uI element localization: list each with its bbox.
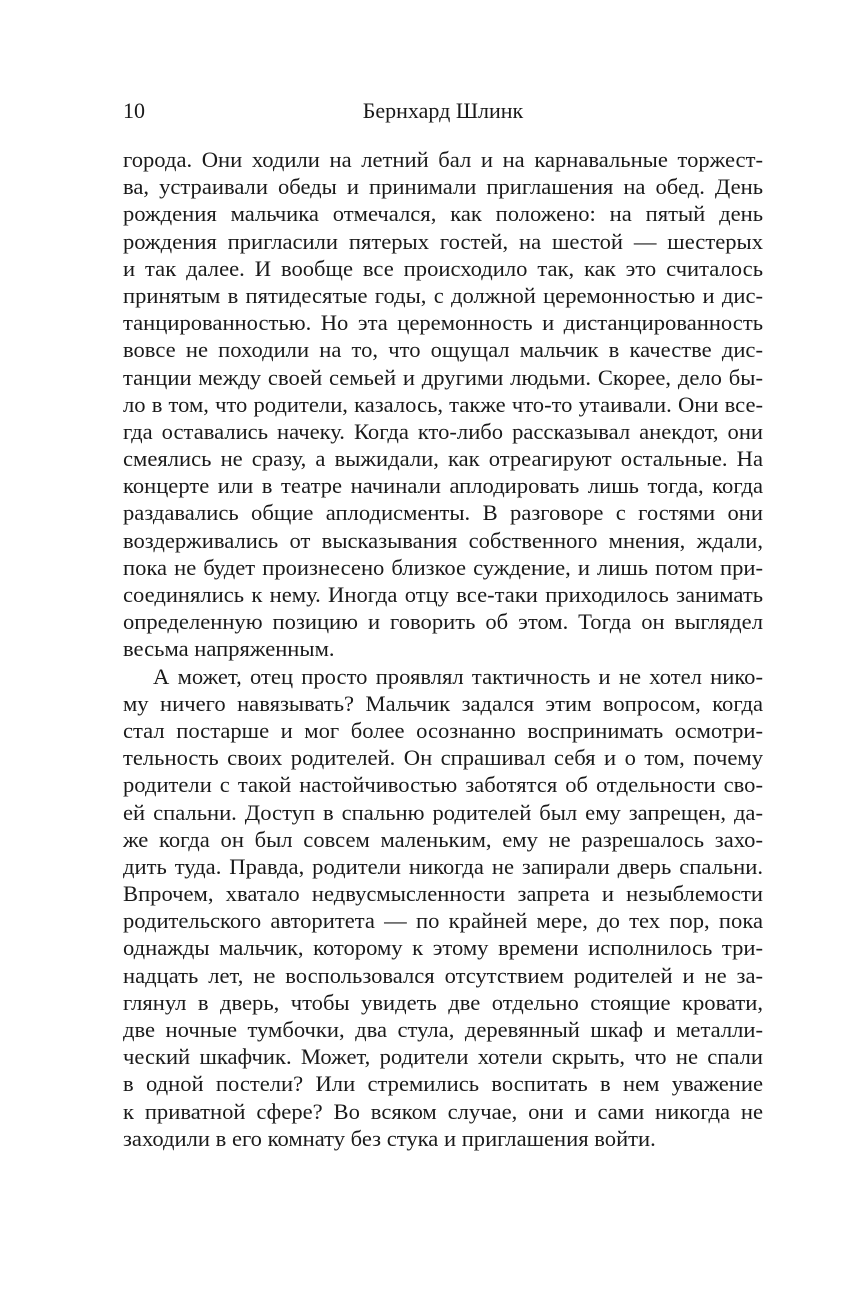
text-line: А может, отец просто проявлял тактичность и не хотел нико-: [153, 663, 763, 689]
text-line: му ничего навязывать? Мальчик задался этим вопросом, когда: [123, 690, 763, 716]
text-line: определенную позицию и говорить об этом. Тогда он выглядел: [123, 609, 763, 635]
text-line: концерте или в театре начинали аплодировать лишь тогда, когда: [123, 473, 763, 499]
text-line: раздавались общие аплодисменты. В разговоре с гостями они: [123, 500, 763, 526]
paragraph: [123, 146, 763, 663]
page-header: [123, 94, 763, 128]
text-line: родители с такой настойчивостью заботятся об отдельности сво-: [123, 772, 763, 798]
text-line: глянул в дверь, чтобы увидеть две отдельно стоящие кровати,: [123, 989, 763, 1015]
text-line: надцать лет, не воспользовался отсутствием родителей и не за-: [123, 962, 763, 988]
text-line: две ночные тумбочки, два стула, деревянный шкаф и металли-: [123, 1017, 763, 1042]
text-line: тельность своих родителей. Он спрашивал себя и о том, почему: [123, 745, 763, 771]
text-line: соединялись к нему. Иногда отцу все-таки приходилось занимать: [123, 582, 763, 607]
text-line: гда оставались начеку. Когда кто-либо рассказывал анекдот, они: [123, 418, 763, 444]
text-line: весьма напряженным.: [123, 636, 335, 662]
text-line: ческий шкафчик. Может, родители хотели скрыть, что не спали: [123, 1044, 763, 1070]
text-line: танцированностью. Но эта церемонность и дистанцированность: [123, 310, 763, 336]
text-line: в одной постели? Или стремились воспитать в нем уважение: [123, 1071, 763, 1097]
text-line: ей спальни. Доступ в спальню родителей был ему запрещен, да-: [123, 799, 763, 825]
text-line: рождения мальчика отмечался, как положено: на пятый день: [123, 201, 763, 227]
text-line: Впрочем, хватало недвусмысленности запрета и незыблемости: [123, 881, 763, 907]
text-line: принятым в пятидесятые годы, с должной церемонностью и дис-: [123, 282, 763, 308]
text-line: заходили в его комнату без стука и приглашения войти.: [123, 1125, 656, 1151]
text-line: города. Они ходили на летний бал и на карнавальные торжест-: [123, 147, 763, 172]
text-line: стал постарше и мог более осознанно воспринимать осмотри-: [123, 717, 763, 743]
text-line: ва, устраивали обеды и принимали приглашения на обед. День: [123, 174, 763, 200]
text-line: ло в том, что родители, казалось, также что-то утаивали. Они все-: [123, 391, 763, 417]
body-text: [123, 146, 763, 1152]
text-line: вовсе не походили на то, что ощущал мальчик в качестве дис-: [123, 337, 763, 363]
running-title: Бернхард Шлинк: [362, 98, 524, 123]
text-line: к приватной сфере? Во всяком случае, они и сами никогда не: [123, 1098, 763, 1124]
text-line: родительского авторитета — по крайней мере, до тех пор, пока: [123, 908, 763, 934]
text-line: воздерживались от высказывания собственного мнения, ждали,: [123, 527, 763, 553]
text-line: танции между своей семьей и другими людьми. Скорее, дело бы-: [123, 364, 763, 390]
text-line: и так далее. И вообще все происходило так, как это считалось: [123, 255, 763, 281]
page-number: 10: [123, 98, 145, 123]
text-line: пока не будет произнесено близкое суждение, и лишь потом при-: [123, 554, 763, 580]
text-line: смеялись не сразу, а выжидали, как отреагируют остальные. На: [123, 446, 763, 472]
text-line: рождения пригласили пятерых гостей, на шестой — шестерых: [123, 228, 763, 254]
text-line: однажды мальчик, которому к этому времени исполнилось три-: [123, 935, 763, 961]
text-line: же когда он был совсем маленьким, ему не разрешалось захо-: [123, 826, 763, 852]
paragraph: [123, 663, 763, 1152]
text-line: дить туда. Правда, родители никогда не запирали дверь спальни.: [123, 853, 763, 879]
